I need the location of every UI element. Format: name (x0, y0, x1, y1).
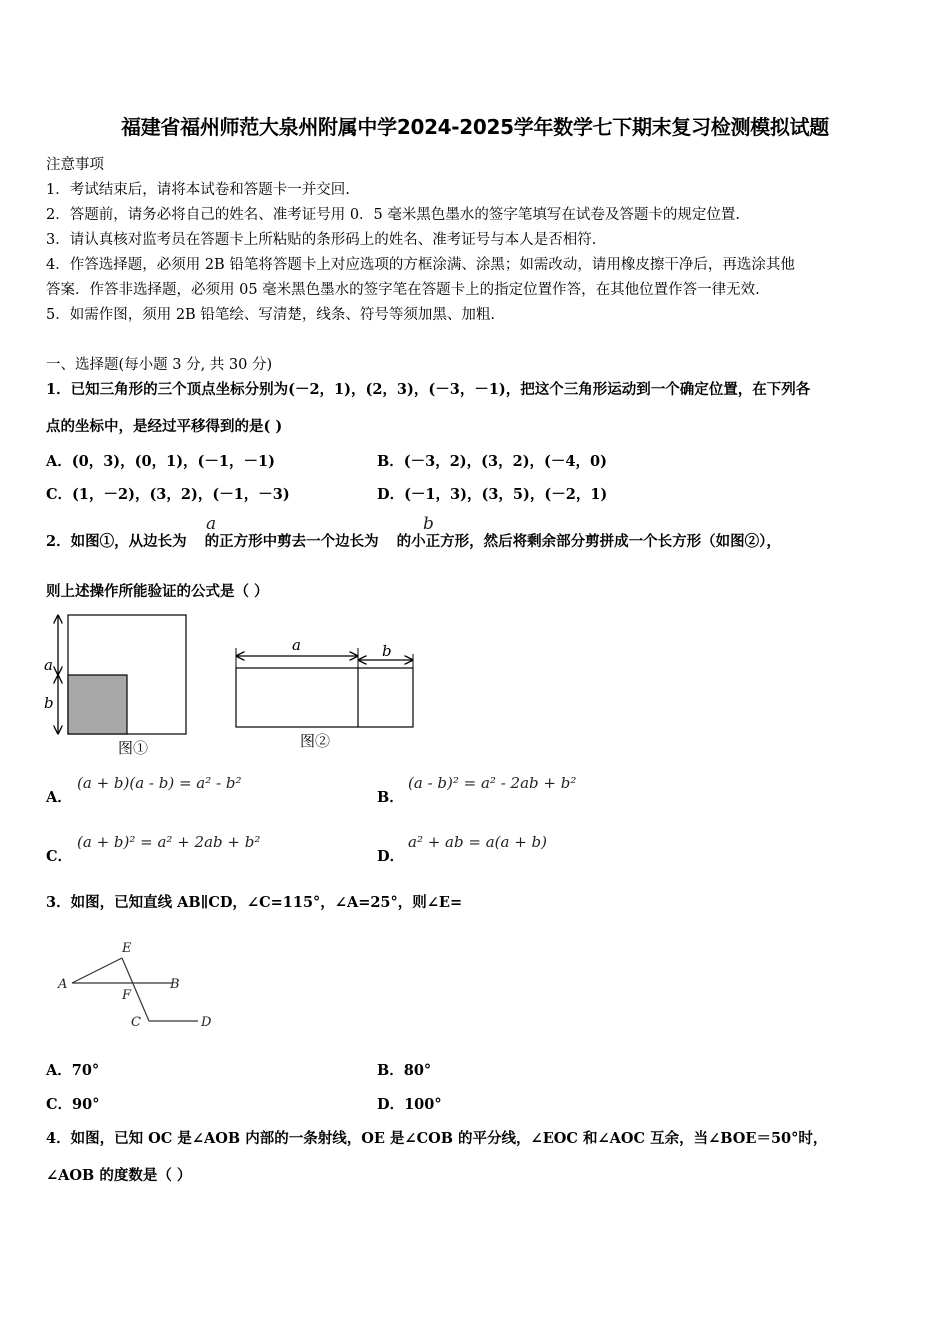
notice-item: 答案．作答非选择题，必须用 05 毫米黑色墨水的签字笔在答题卡上的指定位置作答，在其他位置作答一律无效. (46, 282, 760, 298)
q3-option-c: C．90° (46, 1096, 100, 1113)
q2-option-d-formula: a² + ab = a(a + b) (408, 833, 548, 851)
q1-stem-line2: 点的坐标中，是经过平移得到的是( ) (46, 418, 283, 435)
fig2-caption: 图② (300, 732, 331, 750)
q2-stem-part3: 的小正方形，然后将剩余部分剪拼成一个长方形（如图②）， (396, 533, 781, 550)
fig1-label-a: a (44, 656, 53, 674)
q2-option-c-label: C． (46, 848, 73, 865)
fig1-label-b: b (44, 694, 54, 712)
section-heading: 一、选择题(每小题 3 分, 共 30 分) (46, 357, 273, 373)
fig2-label-a: a (292, 636, 301, 654)
q4-stem-line1: 4．如图，已知 OC 是∠AOB 内部的一条射线，OE 是∠COB 的平分线，∠EOC 和∠AOC 互余，当∠BOE＝50°时， (46, 1130, 828, 1147)
q3-option-a: A．70° (46, 1062, 100, 1079)
q2-option-a-label: A． (46, 789, 72, 806)
q3-option-d: D．100° (377, 1096, 442, 1113)
figure-1-square-diagram (44, 615, 186, 757)
q4-stem-line2: ∠AOB 的度数是（ ） (46, 1167, 192, 1184)
q2-option-d-label: D． (377, 848, 405, 865)
q3-label-a: A (58, 977, 68, 992)
q1-option-b: B．(－3，2)，(3，2)，(－4，0) (377, 453, 607, 470)
notice-item: 4．作答选择题，必须用 2B 铅笔将答题卡上对应选项的方框涂满、涂黑；如需改动，请用橡皮擦干净后，再选涂其他 (46, 257, 795, 273)
q2-var-a: a (206, 514, 217, 534)
q3-stem: 3．如图，已知直线 AB∥CD，∠C=115°，∠A=25°，则∠E= (46, 894, 463, 911)
page-title: 福建省福州师范大泉州附属中学2024-2025学年数学七下期末复习检测模拟试题 (121, 115, 829, 139)
notice-item: 2．答题前，请务必将自己的姓名、准考证号用 0．5 毫米黑色墨水的签字笔填写在试卷及答题卡的规定位置. (46, 207, 740, 223)
q2-stem-line1 (46, 530, 781, 551)
q1-option-c: C．(1，－2)，(3，2)，(－1，－3) (46, 486, 290, 503)
q3-label-c: C (131, 1015, 141, 1030)
notice-heading: 注意事项 (46, 157, 104, 173)
notice-item: 1．考试结束后，请将本试卷和答题卡一并交回. (46, 182, 350, 198)
q2-var-b: b (423, 514, 434, 534)
notice-item: 5．如需作图，须用 2B 铅笔绘、写清楚，线条、符号等须加黑、加粗. (46, 307, 495, 323)
q3-label-f: F (122, 988, 132, 1003)
fig1-caption: 图① (118, 739, 149, 757)
q2-figures (40, 608, 430, 760)
q2-option-b-label: B． (377, 789, 404, 806)
q2-stem-part1: 2．如图①，从边长为 (46, 533, 187, 550)
q2-option-c-formula: (a + b)² = a² + 2ab + b² (77, 833, 261, 851)
q1-stem-line1: 1．已知三角形的三个顶点坐标分别为(－2，1)，(2，3)，(－3，－1)，把这个三角形运动到一个确定位置，在下列各 (46, 381, 811, 398)
notice-item: 3．请认真核对监考员在答题卡上所粘贴的条形码上的姓名、准考证号与本人是否相符. (46, 232, 597, 248)
q3-label-b: B (170, 977, 180, 992)
q2-stem-part2: 的正方形中剪去一个边长为 (204, 533, 379, 550)
q2-option-b-formula: (a - b)² = a² - 2ab + b² (408, 774, 577, 792)
q3-figure (52, 936, 227, 1032)
q3-label-e: E (122, 941, 132, 956)
fig2-label-b: b (382, 642, 392, 660)
q1-option-d: D．(－1，3)，(3，5)，(－2，1) (377, 486, 608, 503)
q2-option-a-formula: (a + b)(a - b) = a² - b² (77, 774, 242, 792)
q3-label-d: D (201, 1015, 212, 1030)
q3-option-b: B．80° (377, 1062, 432, 1079)
figure-2-rectangle-diagram (236, 636, 413, 750)
q1-option-a: A．(0，3)，(0，1)，(－1，－1) (46, 453, 275, 470)
q2-stem-line2: 则上述操作所能验证的公式是（ ） (46, 583, 269, 600)
